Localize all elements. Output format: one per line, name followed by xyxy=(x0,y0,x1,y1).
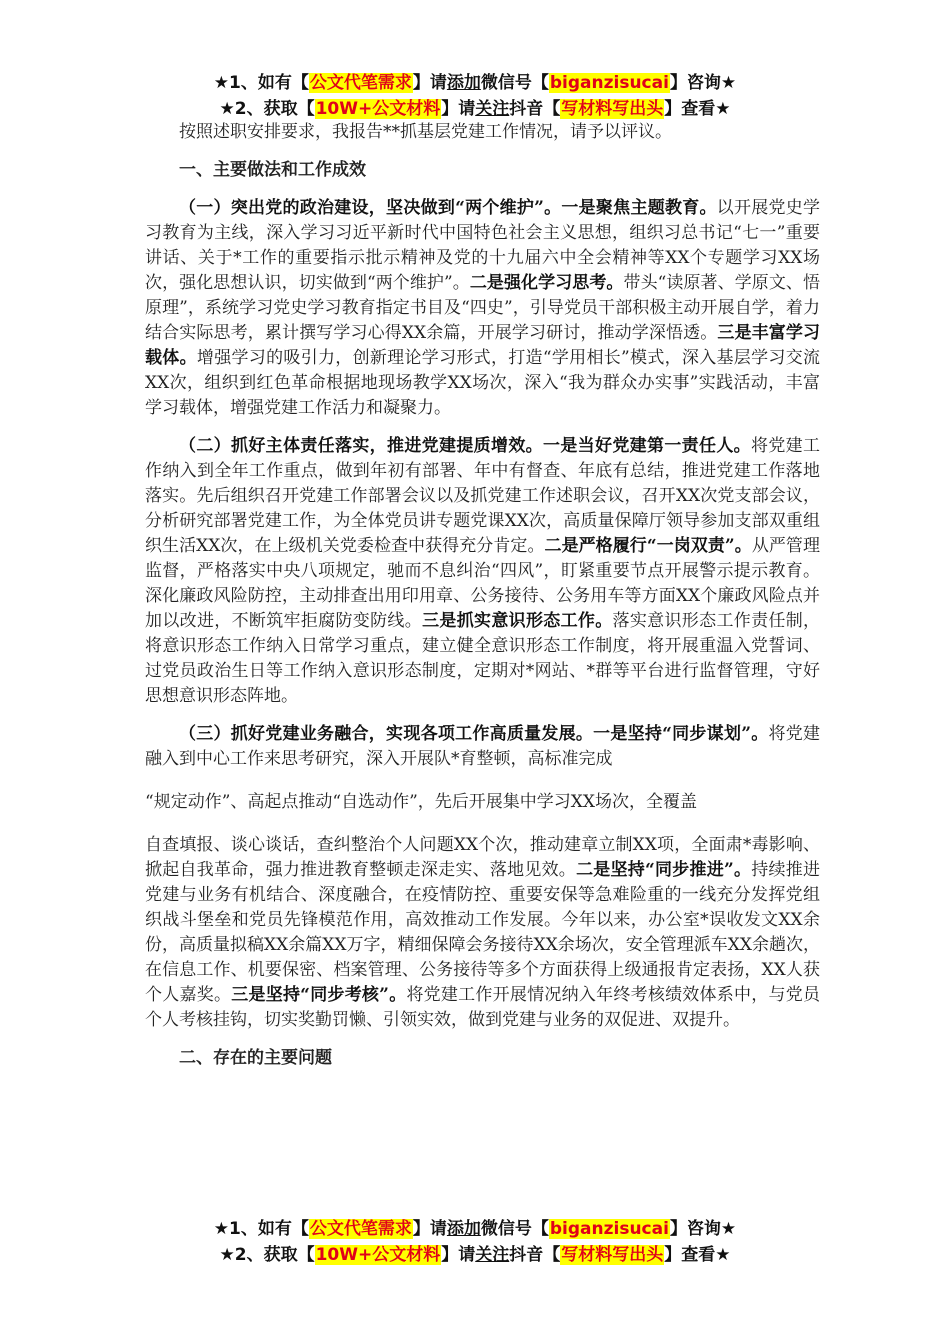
body-text: 将党建工作开展情况纳入年终考核绩效体系中，与党员个人考核挂钩，切实奖勤罚懒、引领实效，做到党建与业务的双促进、双提升。 xyxy=(145,985,821,1030)
footer-ad xyxy=(0,1216,950,1268)
paragraph-1 xyxy=(145,196,820,421)
bold-point: 二是严格履行“一岗双责”。 xyxy=(544,536,752,556)
ad-highlight: 写材料写出头 xyxy=(561,1245,664,1265)
paragraph-3-cont-2 xyxy=(145,833,820,1033)
ad-highlight: 公文代笔需求 xyxy=(309,73,412,93)
bold-lead: （一）突出党的政治建设，坚决做到“两个维护”。一是聚焦主题教育。 xyxy=(179,198,717,218)
bold-point: 三是丰富学习载体。 xyxy=(145,323,820,368)
bold-point: 三是抓实意识形态工作。 xyxy=(422,611,613,631)
ad-line-1 xyxy=(0,70,950,96)
ad-highlight: 公文代笔需求 xyxy=(309,1219,412,1239)
document-body xyxy=(145,120,820,1071)
body-text: 带头“读原著、学原文、悟原理”，系统学习党史学习教育指定书目及“四史”，引导党员干部积极主动开展自学，着力结合实际思考，累计撰写学习心得XX余篇，开展学习研讨，推动学深悟透。 xyxy=(145,273,820,343)
ad-underline: 关注 xyxy=(475,99,510,119)
ad-underline: 添加 xyxy=(446,73,481,93)
ad-line-2 xyxy=(0,1242,950,1268)
bold-point: 二是坚持“同步推进”。 xyxy=(576,860,752,880)
bold-lead: （三）抓好党建业务融合，实现各项工作高质量发展。一是坚持“同步谋划”。 xyxy=(179,724,769,744)
ad-text: 】查看★ xyxy=(664,99,731,119)
bold-point: 三是坚持“同步考核”。 xyxy=(231,985,407,1005)
ad-text: 微信号【 xyxy=(480,73,549,93)
ad-text: ★1、如有【 xyxy=(213,1219,309,1239)
body-text: 从严管理监督，严格落实中央八项规定，驰而不息纠治“四风”，盯紧重要节点开展警示提示教育。深化廉政风险防控，主动排查出用印用章、公务接待、公务用车等方面XX个廉政风险点并加以改进，不断筑牢拒腐防变防线。 xyxy=(145,536,820,631)
bold-point: 二是强化学习思考。 xyxy=(469,273,624,293)
ad-highlight: 10W+公文材料 xyxy=(315,99,441,119)
body-text: 落实意识形态工作责任制，将意识形态工作纳入日常学习重点，建立健全意识形态工作制度，将开展重温入党誓词、过党员政治生日等工作纳入意识形态制度，定期对*网站、*群等平台进行监督管理，守好思想意识形态阵地。 xyxy=(145,611,821,706)
ad-line-2 xyxy=(0,96,950,122)
ad-text: 】请 xyxy=(412,1219,447,1239)
ad-text: 抖音【 xyxy=(509,1245,561,1265)
ad-text: 抖音【 xyxy=(509,99,561,119)
body-text: 增强学习的吸引力，创新理论学习形式，打造“学用相长”模式，深入基层学习交流XX次，组织到红色革命根据地现场教学XX场次，深入“我为群众办实事”实践活动，丰富学习载体，增强党建工作活力和凝聚力。 xyxy=(145,348,821,418)
ad-line-1 xyxy=(0,1216,950,1242)
ad-highlight: 10W+公文材料 xyxy=(315,1245,441,1265)
ad-text: 】查看★ xyxy=(664,1245,731,1265)
body-text: 自查填报、谈心谈话，查纠整治个人问题XX个次，推动建章立制XX项，全面肃*毒影响、掀起自我革命，强力推进教育整顿走深走实、落地见效。 xyxy=(145,835,820,880)
ad-highlight: biganzisucai xyxy=(549,1219,669,1239)
ad-highlight: biganzisucai xyxy=(549,73,669,93)
body-text: 将党建融入到中心工作来思考研究，深入开展队*育整顿，高标准完成 xyxy=(145,724,820,769)
body-text: 将党建工作纳入到全年工作重点，做到年初有部署、年中有督查、年底有总结，推进党建工作落地落实。先后组织召开党建工作部署会议以及抓党建工作述职会议，召开XX次党支部会议，分析研究部署党建工作，为全体党员讲专题党课XX次，高质量保障厅领导参加支部双重组织生活XX次，在上级机关党委检查中获得充分肯定。 xyxy=(145,436,820,556)
ad-highlight: 写材料写出头 xyxy=(561,99,664,119)
paragraph-3-cont: “规定动作”、高起点推动“自选动作”，先后开展集中学习XX场次，全覆盖 xyxy=(145,792,697,812)
ad-underline: 关注 xyxy=(475,1245,510,1265)
paragraph-2 xyxy=(145,434,820,709)
ad-text: 】请 xyxy=(412,73,447,93)
ad-text: ★2、获取【 xyxy=(219,1245,315,1265)
intro-paragraph: 按照述职安排要求，我报告**抓基层党建工作情况，请予以评议。 xyxy=(179,122,672,142)
body-text: 持续推进党建与业务有机结合、深度融合，在疫情防控、重要安保等急难险重的一线充分发挥党组织战斗堡垒和党员先锋模范作用，高效推动工作发展。今年以来，办公室*误收发文XX余份，高质量拟稿XX余篇XX万字，精细保障会务接待XX余场次，安全管理派车XX余趟次，在信息工作、机要保密、档案管理、公务接待等多个方面获得上级通报肯定表扬，XX人获个人嘉奖。 xyxy=(145,860,821,1005)
ad-text: 微信号【 xyxy=(480,1219,549,1239)
ad-underline: 添加 xyxy=(446,1219,481,1239)
ad-text: 】请 xyxy=(441,1245,476,1265)
ad-text: 】咨询★ xyxy=(669,73,737,93)
paragraph-3 xyxy=(145,722,820,772)
ad-text: ★1、如有【 xyxy=(213,73,309,93)
bold-lead: （二）抓好主体责任落实，推进党建提质增效。一是当好党建第一责任人。 xyxy=(179,436,751,456)
ad-text: 】咨询★ xyxy=(669,1219,737,1239)
body-text: 以开展党史学习教育为主线，深入学习习近平新时代中国特色社会主义思想，组织习总书记“七一”重要讲话、关于*工作的重要指示批示精神及党的十九届六中全会精神等XX个专题学习XX场次，强化思想认识，切实做到“两个维护”。 xyxy=(145,198,820,293)
header-ad xyxy=(0,70,950,122)
ad-text: ★2、获取【 xyxy=(219,99,315,119)
section-heading-2: 二、存在的主要问题 xyxy=(179,1048,332,1068)
section-heading-1: 一、主要做法和工作成效 xyxy=(179,160,366,180)
ad-text: 】请 xyxy=(441,99,476,119)
